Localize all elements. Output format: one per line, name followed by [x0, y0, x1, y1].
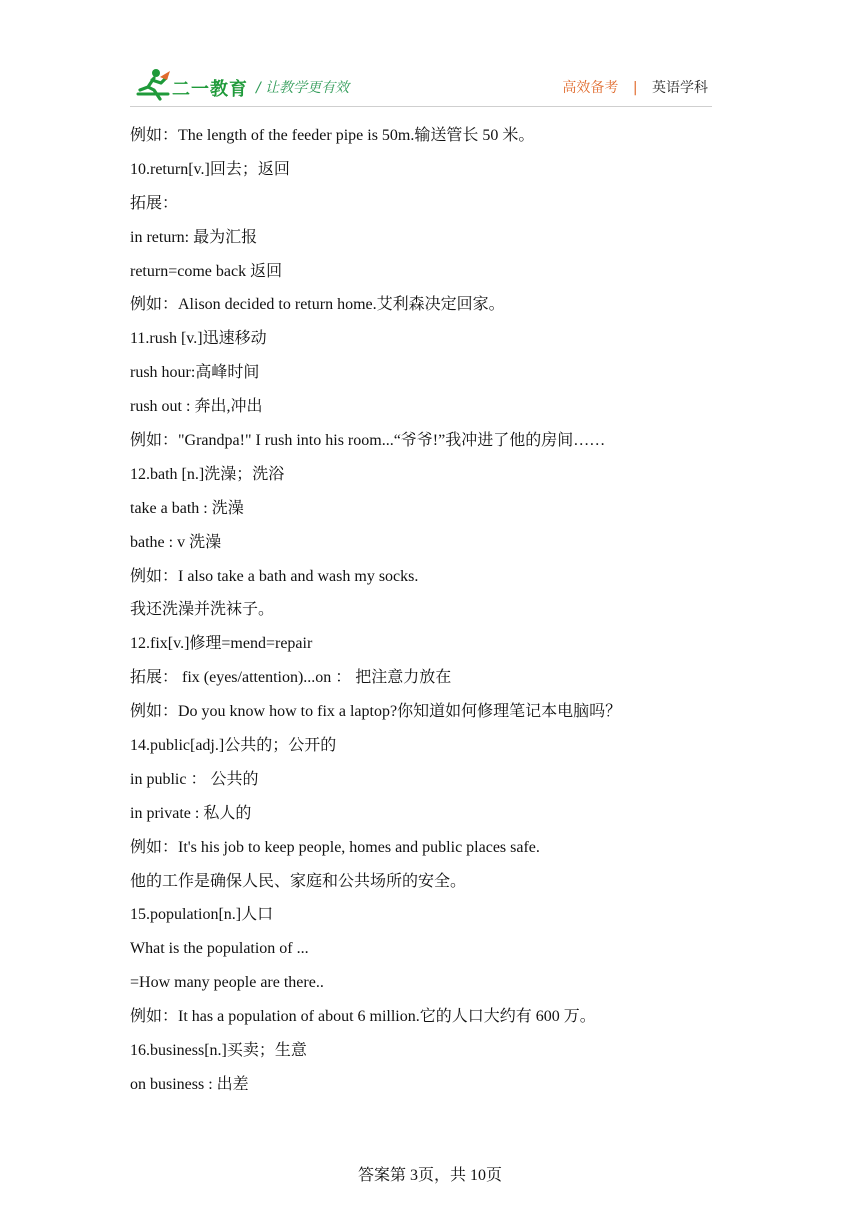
text-line: in return: 最为汇报: [130, 228, 258, 246]
text-line: 10.return[v.]回去；返回: [130, 160, 290, 178]
text-line: 例如：It's his job to keep people, homes and public places safe.: [130, 838, 540, 856]
text-line: rush hour:高峰时间: [130, 364, 260, 382]
slogan: / 让教学更有效: [256, 80, 350, 96]
text-line: 例如：It has a population of about 6 million.它的人口大约有 600 万。: [130, 1008, 596, 1026]
header-divider: [130, 106, 712, 107]
text-line: 15.population[n.]人口: [130, 906, 274, 924]
tag-separator: |: [632, 80, 638, 96]
text-line: 例如：I also take a bath and wash my socks.: [130, 567, 419, 585]
text-line: 我还洗澡并洗袜子。: [130, 601, 275, 619]
text-line: on business : 出差: [130, 1075, 249, 1093]
page-header: [0, 62, 860, 108]
text-line: in private : 私人的: [130, 804, 252, 822]
text-line: What is the population of ...: [130, 940, 309, 958]
text-line: rush out : 奔出,冲出: [130, 398, 263, 416]
text-line: 12.bath [n.]洗澡；洗浴: [130, 465, 285, 483]
text-line: 拓展：: [130, 194, 179, 212]
page-footer: 答案第 3页，共 10页: [357, 1167, 502, 1184]
text-line: return=come back 返回: [130, 262, 283, 280]
text-line: bathe : v 洗澡: [130, 533, 222, 551]
text-line: 例如："Grandpa!" I rush into his room...“爷爷!”我冲进了他的房间……: [130, 432, 606, 450]
text-line: 例如：Alison decided to return home.艾利森决定回家。: [130, 296, 505, 314]
tag-subject: 英语学科: [652, 80, 708, 96]
text-line: 12.fix[v.]修理=mend=repair: [130, 635, 313, 653]
text-line: take a bath : 洗澡: [130, 499, 244, 517]
text-line: 16.business[n.]买卖；生意: [130, 1042, 307, 1060]
text-line: in public ： 公共的: [130, 770, 259, 788]
vocab-notes: [130, 124, 730, 1107]
text-line: 他的工作是确保人民、家庭和公共场所的安全。: [130, 872, 467, 890]
text-line: 11.rush [v.]迅速移动: [130, 330, 267, 348]
text-line: 例如：Do you know how to fix a laptop?你知道如何修理笔记本电脑吗？: [130, 703, 622, 721]
tag-exam-prep: 高效备考: [562, 80, 619, 96]
text-line: 拓展： fix (eyes/attention)...on ： 把注意力放在: [130, 669, 452, 687]
brand-name: 二一教育: [172, 79, 248, 100]
text-line: 14.public[adj.]公共的；公开的: [130, 737, 337, 755]
text-line: =How many people are there..: [130, 974, 324, 992]
subject-tags: [562, 77, 708, 97]
text-line: 例如：The length of the feeder pipe is 50m.输送管长 50 米。: [130, 127, 535, 144]
